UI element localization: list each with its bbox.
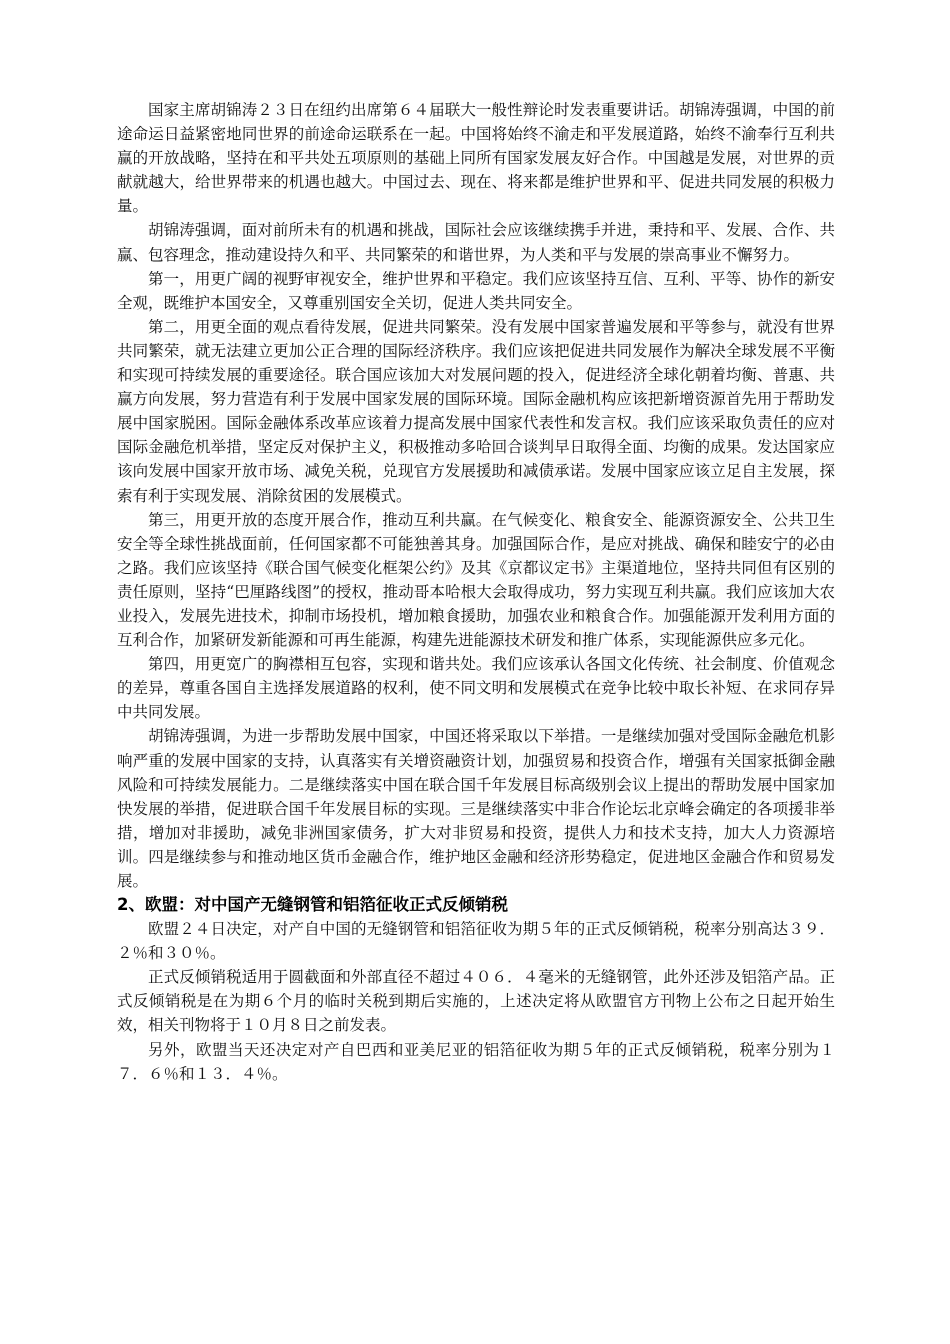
paragraph-hu-speech-intro: 国家主席胡锦涛２３日在纽约出席第６４届联大一般性辩论时发表重要讲话。胡锦涛强调，中国的前途命运日益紧密地同世界的前途命运联系在一起。中国将始终不渝走和平发展道路，始终不渝奉行互利共赢的开放战略，坚持在和平共处五项原则的基础上同所有国家发展友好合作。中国越是发展，对世界的贡献就越大，给世界带来的机遇也越大。中国过去、现在、将来都是维护世界和平、促进共同发展的积极力量。	[117, 101, 835, 216]
paragraph-point-one-security: 第一，用更广阔的视野审视安全，维护世界和平稳定。我们应该坚持互信、互利、平等、协作的新安全观，既维护本国安全，又尊重别国安全关切，促进人类共同安全。	[117, 269, 835, 312]
paragraph-eu-decision: 欧盟２４日决定，对产自中国的无缝钢管和铝箔征收为期５年的正式反倾销税，税率分别高达３９．２％和３０％。	[117, 920, 835, 963]
paragraph-eu-brazil-armenia: 另外，欧盟当天还决定对产自巴西和亚美尼亚的铝箔征收为期５年的正式反倾销税，税率分别为１７．６％和１３．４％。	[117, 1040, 835, 1083]
paragraph-point-two-development: 第二，用更全面的观点看待发展，促进共同繁荣。没有发展中国家普遍发展和平等参与，就没有世界共同繁荣，就无法建立更加公正合理的国际经济秩序。我们应该把促进共同发展作为解决全球发展不平衡和实现可持续发展的重要途径。联合国应该加大对发展问题的投入，促进经济全球化朝着均衡、普惠、共赢方向发展，努力营造有利于发展中国家发展的国际环境。国际金融机构应该把新增资源首先用于帮助发展中国家脱困。国际金融体系改革应该着力提高发展中国家代表性和发言权。我们应该采取负责任的应对国际金融危机举措，坚定反对保护主义，积极推动多哈回合谈判早日取得全面、均衡的成果。发达国家应该向发展中国家开放市场、减免关税，兑现官方发展援助和减债承诺。发展中国家应该立足自主发展，探索有利于实现发展、消除贫困的发展模式。	[117, 317, 835, 505]
paragraph-eu-scope: 正式反倾销税适用于圆截面和外部直径不超过４０６．４毫米的无缝钢管，此外还涉及铝箔产品。正式反倾销税是在为期６个月的临时关税到期后实施的，上述决定将从欧盟官方刊物上公布之日起开始生效，相关刊物将于１０月８日之前发表。	[117, 968, 835, 1035]
paragraph-point-four-tolerance: 第四，用更宽广的胸襟相互包容，实现和谐共处。我们应该承认各国文化传统、社会制度、价值观念的差异，尊重各国自主选择发展道路的权利，使不同文明和发展模式在竞争比较中取长补短、在求同存异中共同发展。	[117, 655, 835, 722]
paragraph-point-three-cooperation: 第三，用更开放的态度开展合作，推动互利共赢。在气候变化、粮食安全、能源资源安全、公共卫生安全等全球性挑战面前，任何国家都不可能独善其身。加强国际合作，是应对挑战、确保和睦安宁的必由之路。我们应该坚持《联合国气候变化框架公约》及其《京都议定书》主渠道地位，坚持共同但有区别的责任原则，坚持“巴厘路线图”的授权，推动哥本哈根大会取得成功，努力实现互利共赢。我们应该加大农业投入，发展先进技术，抑制市场投机，增加粮食援助，加强农业和粮食合作。加强能源开发利用方面的互利合作，加紧研发新能源和可再生能源，构建先进能源技术研发和推广体系，实现能源供应多元化。	[117, 510, 835, 650]
document-page	[117, 98, 835, 1086]
paragraph-china-measures: 胡锦涛强调，为进一步帮助发展中国家，中国还将采取以下举措。一是继续加强对受国际金融危机影响严重的发展中国家的支持，认真落实有关增资融资计划，加强贸易和投资合作，增强有关国家抵御金融风险和可持续发展能力。二是继续落实中国在联合国千年发展目标高级别会议上提出的帮助发展中国家加快发展的举措，促进联合国千年发展目标的实现。三是继续落实中非合作论坛北京峰会确定的各项援非举措，增加对非援助，减免非洲国家债务，扩大对非贸易和投资，提供人力和技术支持，加大人力资源培训。四是继续参与和推动地区货币金融合作，维护地区金融和经济形势稳定，促进地区金融合作和贸易发展。	[117, 727, 835, 890]
section-heading-eu-antidumping: 2、欧盟：对中国产无缝钢管和铝箔征收正式反倾销税	[117, 895, 508, 915]
paragraph-hu-emphasis: 胡锦涛强调，面对前所未有的机遇和挑战，国际社会应该继续携手并进，秉持和平、发展、合作、共赢、包容理念，推动建设持久和平、共同繁荣的和谐世界，为人类和平与发展的崇高事业不懈努力。	[117, 221, 835, 264]
